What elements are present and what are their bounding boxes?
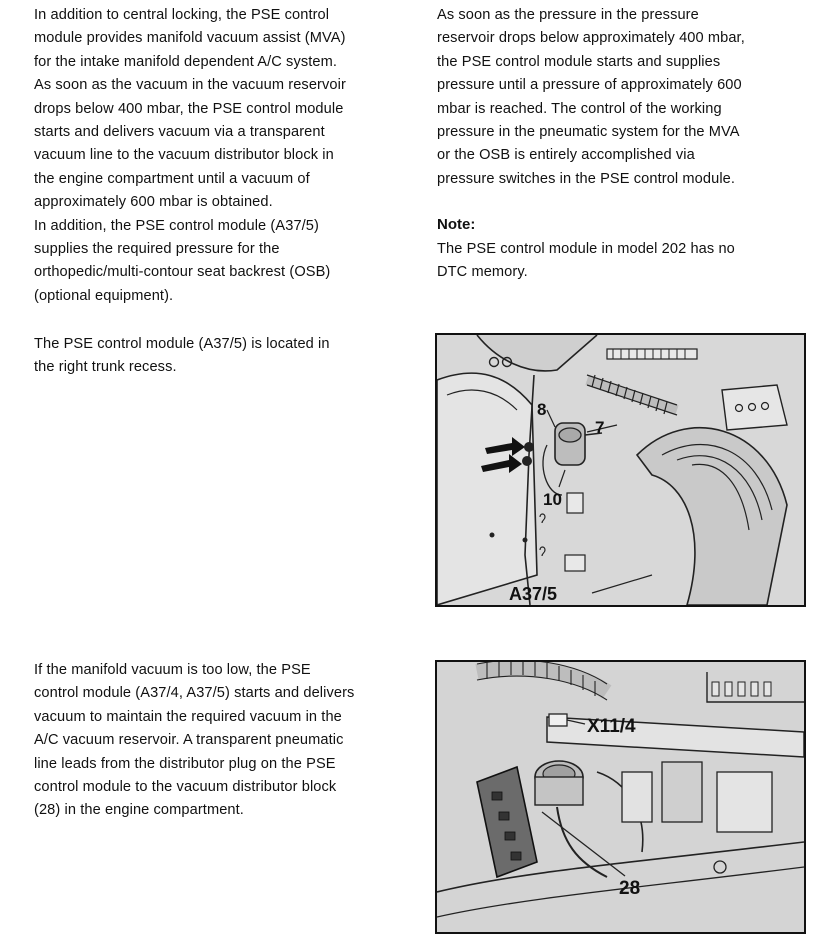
text-line: The PSE control module (A37/5) is located in (34, 336, 330, 352)
callout-a37-5: A37/5 (509, 584, 558, 604)
text-line: the engine compartment until a vacuum of (34, 170, 310, 187)
callout-8: 8 (537, 400, 547, 419)
text-line: the PSE control module starts and supplies (437, 53, 721, 70)
text-line: drops below 400 mbar, the PSE control module (34, 100, 344, 117)
text-line: mbar is reached. The control of the working (437, 100, 722, 117)
text-line: (28) in the engine compartment. (34, 802, 244, 819)
text-line: for the intake manifold dependent A/C system. (34, 53, 338, 70)
text-line: (optional equipment). (34, 287, 174, 304)
callout-28: 28 (619, 878, 641, 899)
text-line: control module (A37/4, A37/5) starts and delivers (34, 685, 355, 702)
text-line: In addition to central locking, the PSE control (34, 7, 330, 23)
text-line: A/C vacuum reservoir. A transparent pneumatic (34, 732, 344, 749)
text-line: If the manifold vacuum is too low, the PSE (34, 662, 311, 678)
text-line: pressure until a pressure of approximately 600 (437, 77, 742, 94)
left-paragraph-1 (34, 4, 346, 308)
text-line: reservoir drops below approximately 400 mbar, (437, 30, 745, 47)
trunk-recess-illustration (435, 333, 806, 607)
text-line: As soon as the pressure in the pressure (437, 7, 699, 23)
text-line: supplies the required pressure for the (34, 241, 280, 258)
text-line: orthopedic/multi-contour seat backrest (OSB) (34, 264, 331, 281)
text-line: the right trunk recess. (34, 359, 177, 376)
text-line: vacuum to maintain the required vacuum in the (34, 708, 342, 725)
text-line: line leads from the distributor plug on the PSE (34, 755, 336, 772)
text-line: The PSE control module in model 202 has no (437, 241, 735, 257)
text-line: or the OSB is entirely accomplished via (437, 147, 695, 164)
text-line: starts and delivers vacuum via a transparent (34, 124, 325, 141)
engine-compartment-illustration (435, 660, 806, 934)
callout-10: 10 (543, 490, 562, 509)
note-heading: Note: (437, 216, 476, 233)
text-line: control module to the vacuum distributor block (34, 779, 337, 796)
callout-7: 7 (595, 418, 605, 437)
text-line: module provides manifold vacuum assist (MVA) (34, 30, 346, 47)
note-text (437, 238, 735, 285)
text-line: vacuum line to the vacuum distributor block in (34, 147, 334, 164)
right-paragraph-1 (437, 4, 745, 191)
text-line: approximately 600 mbar is obtained. (34, 194, 273, 211)
text-line: In addition, the PSE control module (A37/5) (34, 217, 319, 234)
left-paragraph-2 (34, 333, 330, 380)
text-line: pressure switches in the PSE control module. (437, 170, 736, 187)
text-line: DTC memory. (437, 264, 528, 281)
text-line: pressure in the pneumatic system for the MVA (437, 124, 740, 141)
left-paragraph-3 (34, 659, 354, 823)
callout-x11-4: X11/4 (587, 716, 636, 737)
text-line: As soon as the vacuum in the vacuum reservoir (34, 77, 346, 94)
